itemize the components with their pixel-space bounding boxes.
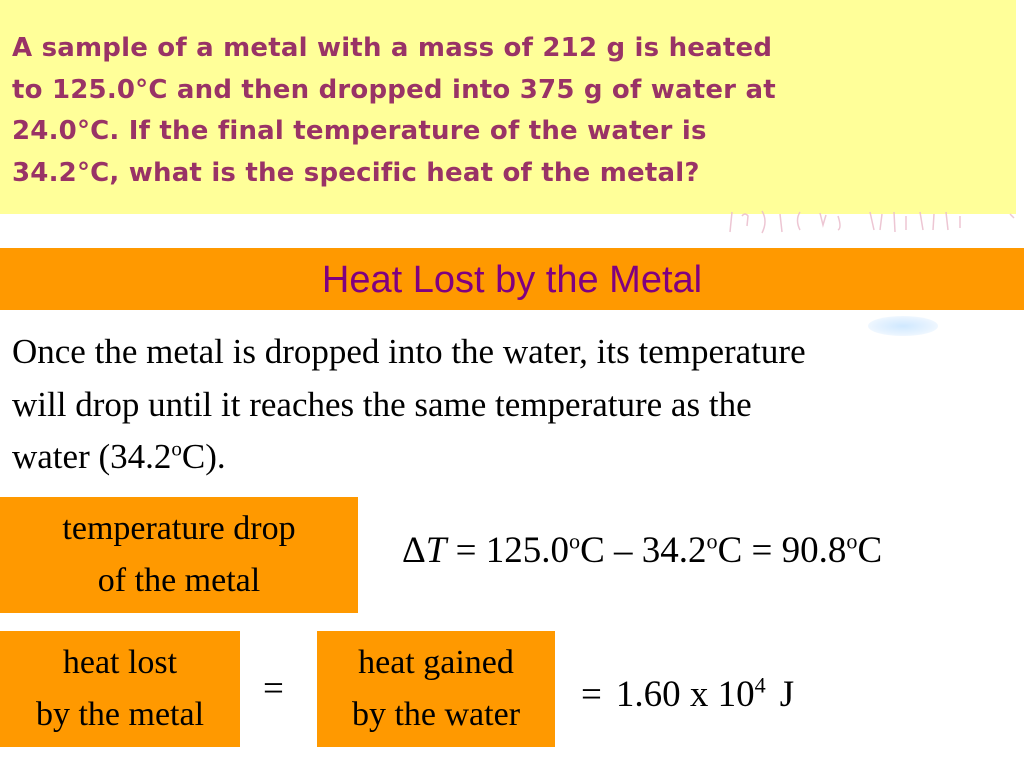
problem-line: A sample of a metal with a mass of 212 g is heated xyxy=(12,33,773,63)
equals-sign: = xyxy=(263,668,284,709)
section-heading: Heat Lost by the Metal xyxy=(321,259,703,301)
heat-gained-box xyxy=(317,631,555,747)
paragraph-line xyxy=(12,431,1022,484)
explanation-paragraph xyxy=(12,326,1022,484)
box-label-line: by the water xyxy=(351,696,521,733)
problem-line: 24.0°C. If the final temperature of the water is xyxy=(12,116,707,146)
temperature-drop-box xyxy=(0,497,358,613)
result-value: 1.60 x 10 xyxy=(615,674,755,715)
paragraph-text: water (34.2 xyxy=(12,437,172,476)
result-exponent: 4 xyxy=(754,672,766,698)
box-label-line: of the metal xyxy=(97,562,261,599)
delta-symbol: Δ xyxy=(402,530,426,571)
variable-t: T xyxy=(425,530,447,571)
equation-text: C – 34.2 xyxy=(580,530,707,571)
delta-t-equation xyxy=(402,526,882,576)
degree-superscript: o xyxy=(846,528,858,554)
decorative-sketch xyxy=(720,208,1020,238)
paragraph-line: will drop until it reaches the same temperature as the xyxy=(12,384,752,424)
heat-lost-box xyxy=(0,631,240,747)
degree-superscript: o xyxy=(569,528,581,554)
box-label-line: heat gained xyxy=(358,644,514,681)
result-unit: J xyxy=(779,674,795,715)
box-label-line: heat lost xyxy=(62,644,178,681)
problem-statement-box xyxy=(0,0,1016,214)
paragraph-text: C). xyxy=(181,437,226,476)
box-label-line: temperature drop xyxy=(62,510,296,547)
result-equals: = xyxy=(581,674,602,715)
section-heading-bar xyxy=(0,248,1024,310)
equation-text: = 125.0 xyxy=(446,530,569,571)
heat-result-equation xyxy=(581,670,794,720)
equation-text: C = 90.8 xyxy=(717,530,847,571)
degree-superscript: o xyxy=(706,528,718,554)
problem-line: to 125.0°C and then dropped into 375 g of water at xyxy=(12,74,776,105)
problem-statement xyxy=(12,28,1002,194)
problem-line: 34.2°C, what is the specific heat of the metal? xyxy=(12,157,700,188)
paragraph-line: Once the metal is dropped into the water, its temperature xyxy=(12,332,806,371)
equation-text: C xyxy=(857,530,883,571)
degree-superscript: o xyxy=(171,436,182,461)
box-label-line: by the metal xyxy=(35,696,205,733)
